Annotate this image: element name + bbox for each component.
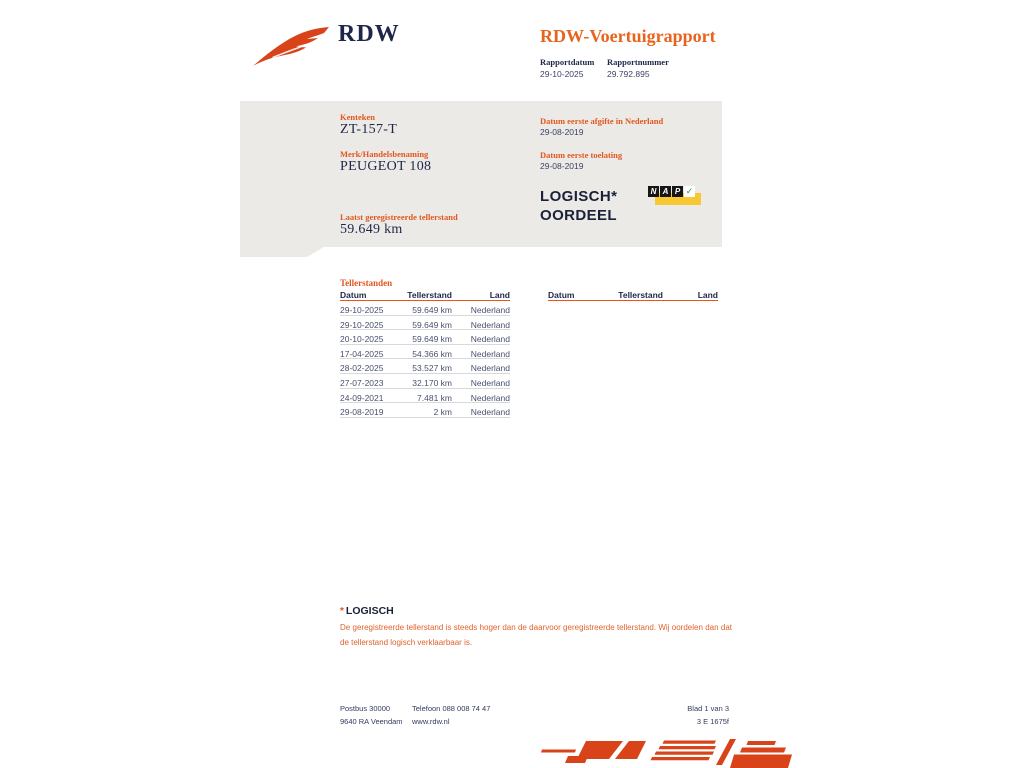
table-row [340, 403, 510, 418]
footer-postbus: Postbus 30000 [340, 704, 391, 713]
table-row [340, 301, 510, 316]
table-row [340, 345, 510, 360]
license-plate-label: Kenteken [340, 112, 375, 122]
row-date: 17-04-2025 [340, 348, 384, 359]
footer-website: www.rdw.nl [412, 717, 450, 726]
row-reading: 53.527 km [412, 363, 452, 374]
row-date: 20-10-2025 [340, 334, 384, 345]
row-reading: 54.366 km [412, 348, 452, 359]
header-reading-2: Tellerstand [618, 290, 663, 300]
table-row [340, 316, 510, 331]
row-reading: 7.481 km [417, 392, 452, 403]
row-country: Nederland [470, 319, 510, 330]
footer-phone: Telefoon 088 008 74 47 [412, 704, 491, 713]
odometer-table-continued [548, 290, 718, 301]
row-country: Nederland [470, 392, 510, 403]
odometer-verdict [540, 188, 617, 225]
header-date-2: Datum [548, 290, 575, 300]
report-number-label: Rapportnummer [607, 57, 669, 67]
row-country: Nederland [470, 334, 510, 345]
license-plate-value: ZT-157-T [340, 122, 398, 137]
row-country: Nederland [470, 348, 510, 359]
footnote-title-text: LOGISCH [345, 605, 394, 617]
row-country: Nederland [470, 363, 510, 374]
footer-page-number: Blad 1 van 3 [687, 704, 729, 713]
make-model-value: PEUGEOT 108 [340, 159, 432, 174]
footer-page-info [687, 702, 729, 728]
odometer-table-title: Tellerstanden [340, 278, 393, 288]
row-date: 24-09-2021 [340, 392, 384, 403]
first-admission-date-value: 29-08-2019 [540, 161, 584, 171]
first-issue-date-value: 29-08-2019 [540, 127, 584, 137]
footnote-title [340, 605, 394, 617]
odometer-table-header [340, 290, 510, 301]
document-title: RDW-Voertuigrapport [540, 26, 716, 46]
nap-letter-n: N [648, 186, 659, 197]
footnote-body: De geregistreerde tellerstand is steeds hoger dan de daarvoor geregistreerde tellerstand. Wij oordelen dan dat de tellerstand logisch verklaarbaar is. [340, 623, 732, 647]
row-country: Nederland [470, 377, 510, 388]
report-number-value: 29.792.895 [607, 69, 650, 79]
verdict-line2: OORDEEL [540, 206, 617, 224]
row-date: 29-10-2025 [340, 305, 384, 315]
table-row [340, 374, 510, 389]
rdw-bird-icon [252, 26, 332, 68]
first-admission-date-label: Datum eerste toelating [540, 150, 623, 160]
rdw-logo-text: RDW [338, 21, 400, 47]
header-reading: Tellerstand [407, 290, 452, 300]
table-row [340, 389, 510, 404]
nap-logo [648, 186, 704, 207]
row-date: 28-02-2025 [340, 363, 384, 374]
table-row [340, 359, 510, 374]
nap-letter-p: P [672, 186, 683, 197]
odometer-table-header-2 [548, 290, 718, 301]
row-country: Nederland [470, 305, 510, 315]
make-model-label: Merk/Handelsbenaming [340, 149, 429, 159]
header-country-2: Land [697, 290, 718, 300]
header-date: Datum [340, 290, 367, 300]
footnote-asterisk: * [340, 606, 344, 617]
row-date: 27-07-2023 [340, 377, 384, 388]
report-date-value: 29-10-2025 [540, 69, 584, 79]
row-date: 29-08-2019 [340, 407, 384, 418]
verdict-line1: LOGISCH* [540, 188, 618, 205]
row-reading: 32.170 km [412, 377, 452, 388]
decorative-stripes-graphic [534, 736, 794, 768]
footer-city: 9640 RA Veendam [340, 717, 403, 726]
nap-letter-a: A [660, 186, 671, 197]
header-country: Land [489, 290, 510, 300]
last-odometer-value: 59.649 km [340, 222, 403, 237]
row-country: Nederland [470, 407, 510, 418]
row-reading: 59.649 km [412, 305, 452, 315]
table-row [340, 330, 510, 345]
row-reading: 59.649 km [412, 334, 452, 345]
row-reading: 2 km [433, 407, 452, 418]
row-reading: 59.649 km [412, 319, 452, 330]
odometer-table [340, 290, 510, 418]
report-date-label: Rapportdatum [540, 57, 595, 67]
footer-address [340, 702, 403, 728]
row-date: 29-10-2025 [340, 319, 384, 330]
first-issue-date-label: Datum eerste afgifte in Nederland [540, 116, 664, 126]
summary-box-tab [240, 247, 324, 257]
footer-contact [412, 702, 490, 728]
footer-form-code: 3 E 1675f [696, 717, 729, 726]
nap-checkmark-icon: ✓ [685, 186, 694, 196]
last-odometer-label: Laatst geregistreerde tellerstand [340, 212, 458, 222]
